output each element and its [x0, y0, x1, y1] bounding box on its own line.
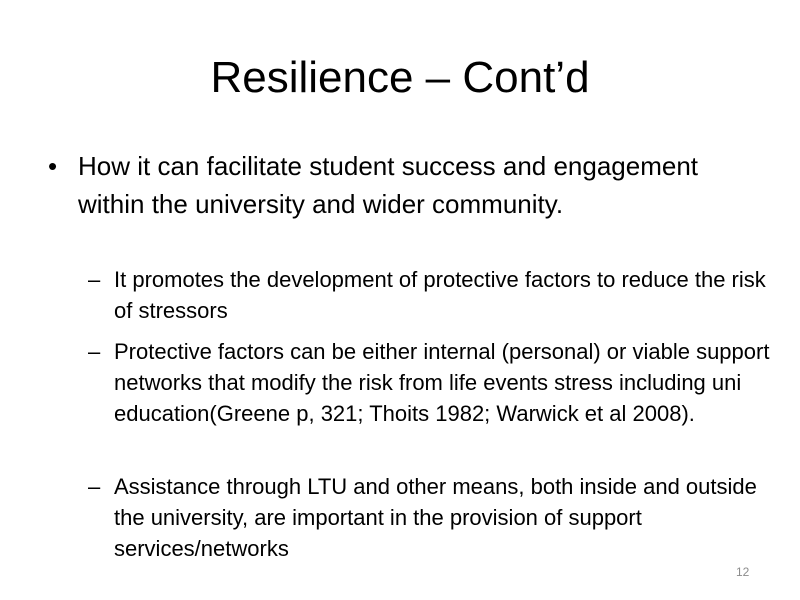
sub-bullet	[88, 336, 774, 429]
sub-bullet-marker: –	[88, 474, 101, 499]
sub-bullet-text: Protective factors can be either internal (personal) or viable support networks that modify the risk from life events stress including uni education(Greene p, 321; Thoits 1982; Warwick et al 2008).	[114, 339, 770, 426]
slide-title: Resilience – Cont’d	[210, 53, 590, 102]
sub-bullet-text: Assistance through LTU and other means, both inside and outside the university, are important in the provision of support services/networks	[114, 474, 757, 561]
page-number: 12	[736, 565, 750, 579]
sub-bullet-marker: –	[88, 339, 101, 364]
main-bullet-text: How it can facilitate student success and engagement within the university and wider community.	[78, 151, 699, 219]
sub-bullet-text: It promotes the development of protective factors to reduce the risk of stressors	[114, 267, 766, 323]
main-bullet	[48, 147, 718, 223]
sub-bullet	[88, 264, 774, 326]
sub-bullet-marker: –	[88, 267, 101, 292]
bullet-marker: •	[48, 151, 58, 181]
sub-bullet	[88, 471, 774, 564]
